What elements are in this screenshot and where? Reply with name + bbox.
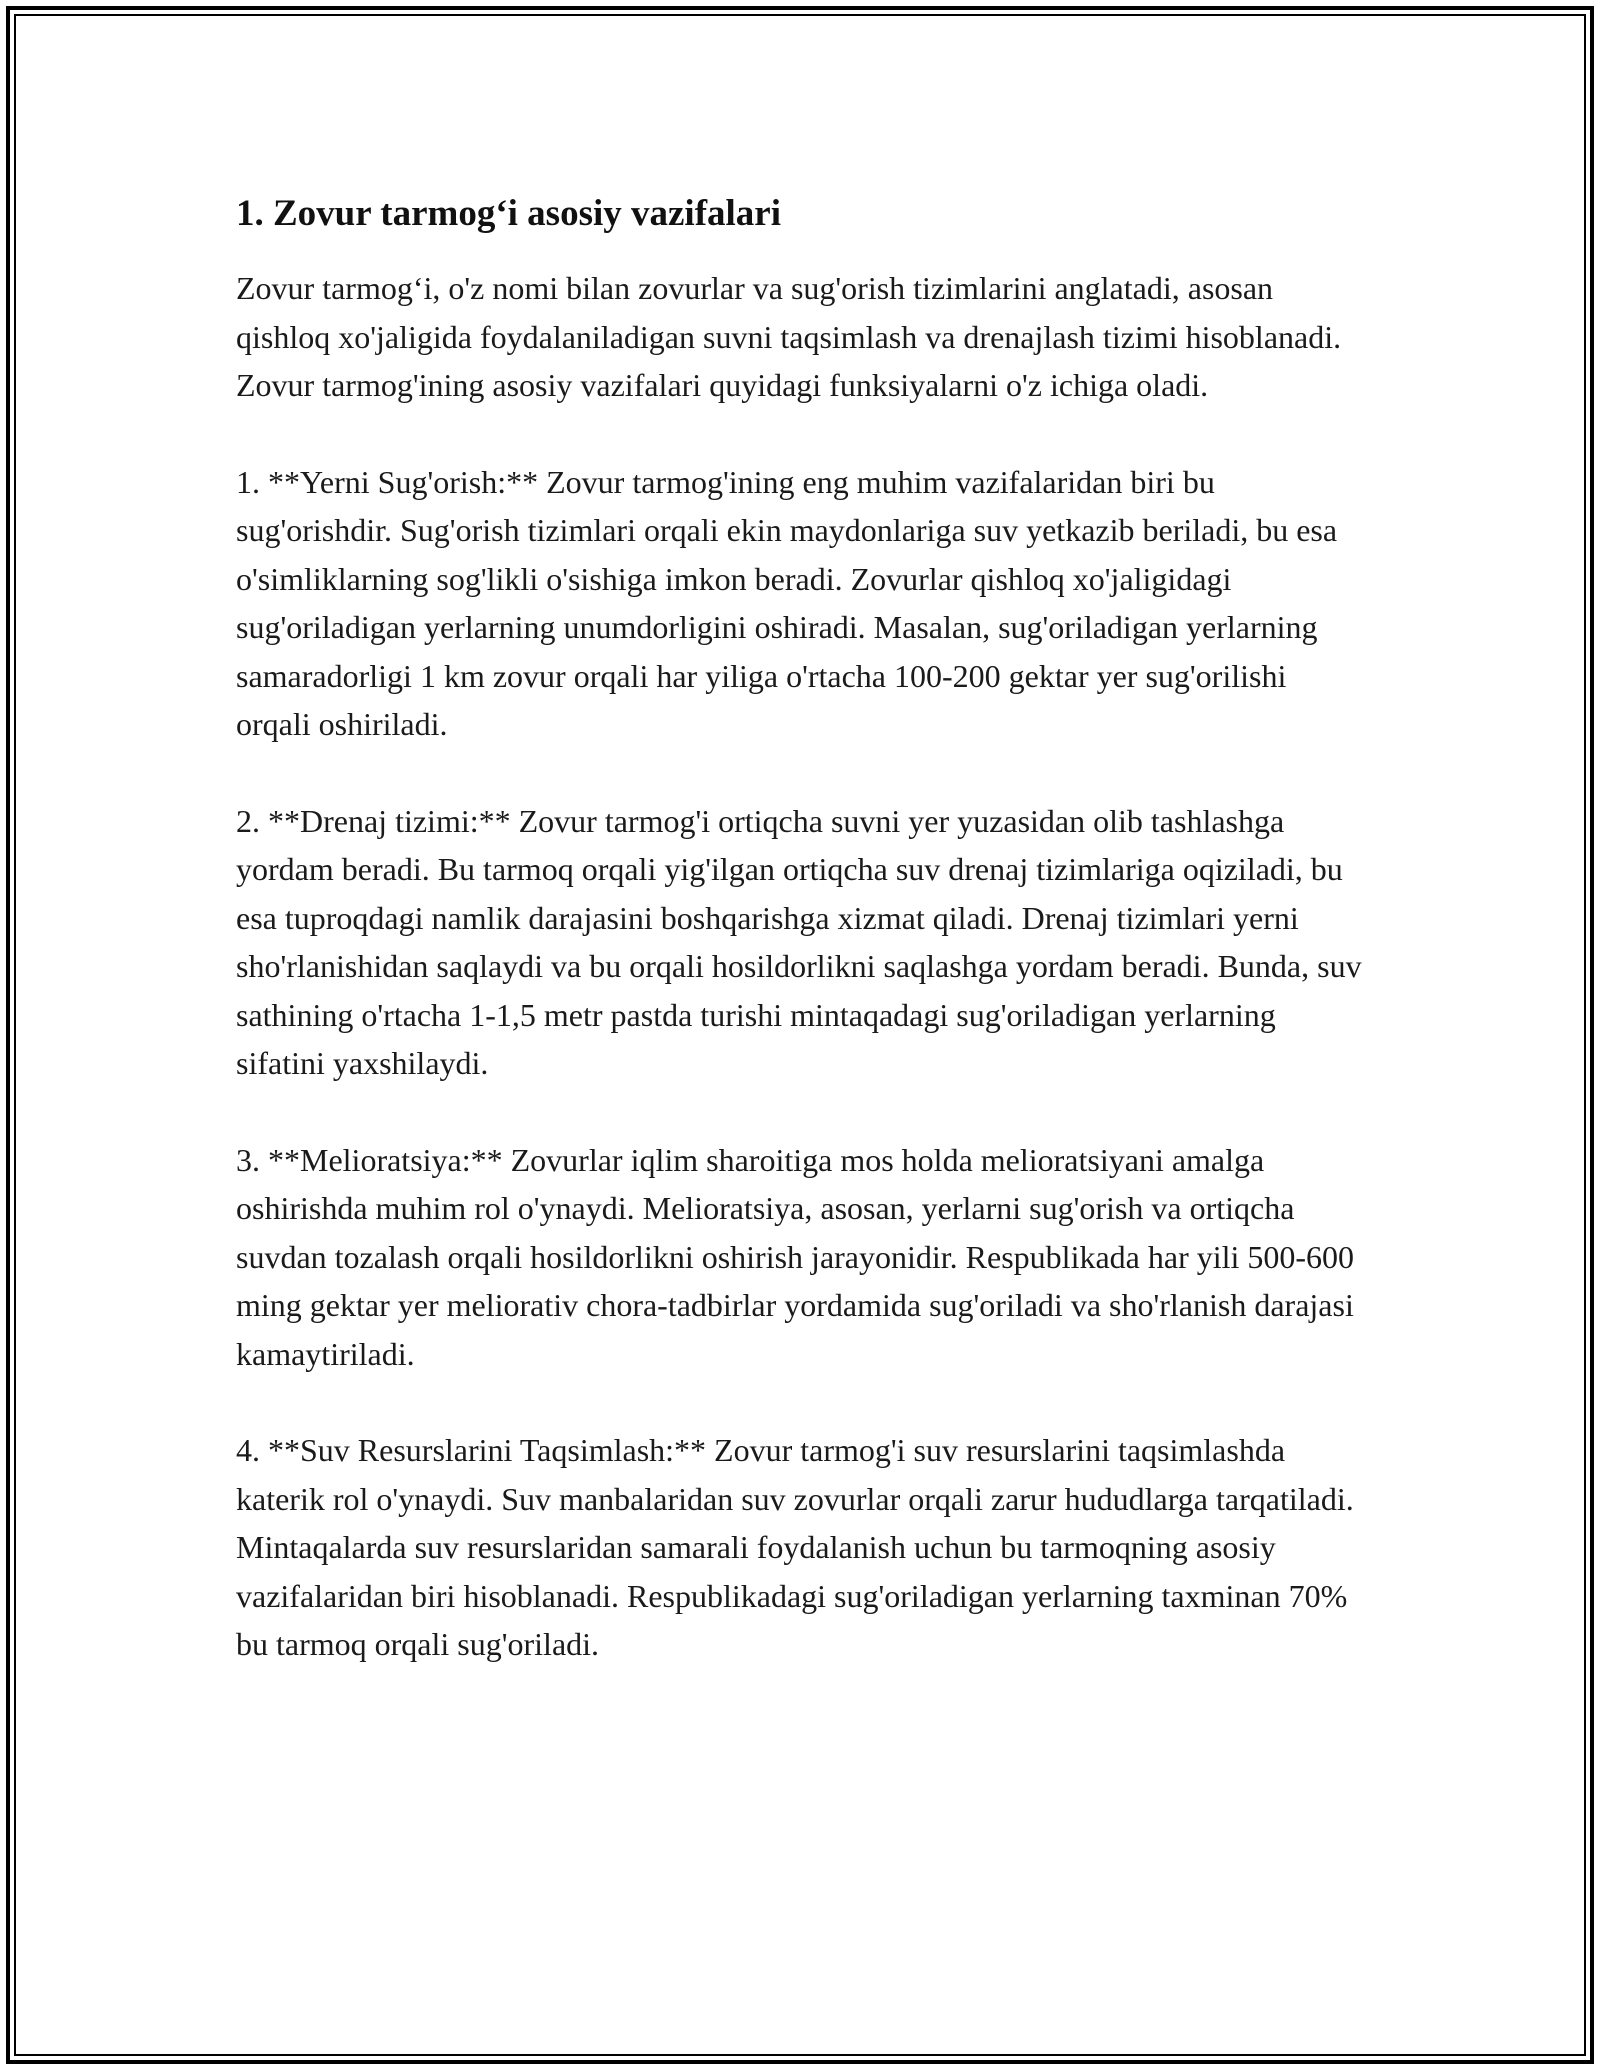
paragraph-irrigation: 1. **Yerni Sug'orish:** Zovur tarmog'ining eng muhim vazifalaridan biri bu sug'orishdir. Sug'orish tizimlari orqali ekin maydonlariga suv yetkazib beriladi, bu esa o'simliklarning sog'likli o'sishiga imkon beradi. Zovurlar qishloq xo'jaligidagi sug'oriladigan yerlarning unumdorligini oshiradi. Masalan, sug'oriladigan yerlarning samaradorligi 1 km zovur orqali har yiliga o'rtacha 100-200 gektar yer sug'orilishi orqali oshiriladi. <box>236 463 1338 742</box>
paragraph-water-distribution: 4. **Suv Resurslarini Taqsimlash:** Zovur tarmog'i suv resurslarini taqsimlashda katerik rol o'ynaydi. Suv manbalaridan suv zovurlar orqali zarur hududlarga tarqatiladi. Mintaqalarda suv resurslaridan samarali foydalanish uchun bu tarmoqning asosiy vazifalaridan biri hisoblanadi. Respublikadagi sug'oriladigan yerlarning taxminan 70% bu tarmoq orqali sug'oriladi. <box>236 1432 1354 1662</box>
document-body <box>236 188 1366 1717</box>
paragraph-drainage: 2. **Drenaj tizimi:** Zovur tarmog'i ortiqcha suvni yer yuzasidan olib tashlashga yordam beradi. Bu tarmoq orqali yig'ilgan ortiqcha suv drenaj tizimlariga oqiziladi, bu esa tuproqdagi namlik darajasini boshqarishga xizmat qiladi. Drenaj tizimlari yerni sho'rlanishidan saqlaydi va bu orqali hosildorlikni saqlashga yordam beradi. Bunda, suv sathining o'rtacha 1-1,5 metr pastda turishi mintaqadagi sug'oriladigan yerlarning sifatini yaxshilaydi. <box>236 802 1362 1081</box>
intro-paragraph: Zovur tarmog‘i, o'z nomi bilan zovurlar va sug'orish tizimlarini anglatadi, asosan qishloq xo'jaligida foydalaniladigan suvni taqsimlash va drenajlash tizimi hisoblanadi. Zovur tarmog'ining asosiy vazifalari quyidagi funksiyalarni o'z ichiga oladi. <box>236 270 1342 403</box>
document-title: 1. Zovur tarmog‘i asosiy vazifalari <box>236 193 782 234</box>
paragraph-melioration: 3. **Melioratsiya:** Zovurlar iqlim sharoitiga mos holda melioratsiyani amalga oshirishda muhim rol o'ynaydi. Melioratsiya, asosan, yerlarni sug'orish va ortiqcha suvdan tozalash orqali hosildorlikni oshirish jarayonidir. Respublikada har yili 500-600 ming gektar yer meliorativ chora-tadbirlar yordamida sug'oriladi va sho'rlanish darajasi kamaytiriladi. <box>236 1141 1355 1372</box>
